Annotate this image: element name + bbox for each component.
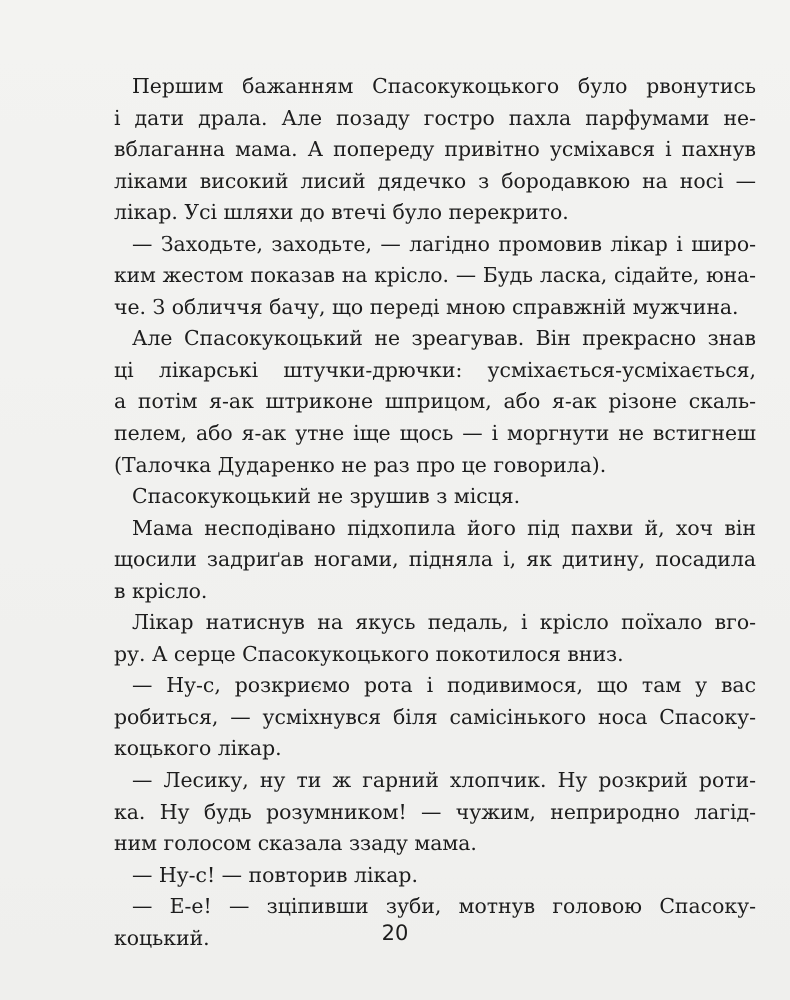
text-line: коцький. xyxy=(114,925,210,950)
text-line: ним голосом сказала ззаду мама. xyxy=(114,831,477,856)
text-line: коцького лікар. xyxy=(114,736,282,761)
text-line: — Заходьте, заходьте, — лагідно промовив лікар і широ- xyxy=(132,231,756,256)
text-line: ким жестом показав на крісло. — Будь ласка, сідайте, юна- xyxy=(114,263,756,288)
body-text xyxy=(114,71,756,954)
text-line: робиться, — усміхнувся біля самісінького носа Спасоку- xyxy=(114,704,756,729)
text-line: ці лікарські штучки-дрючки: усміхається-усміхається, xyxy=(114,357,756,382)
text-line: Лікар натиснув на якусь педаль, і крісло поїхало вго- xyxy=(132,610,756,635)
text-line: і дати драла. Але позаду гостро пахла парфумами не- xyxy=(114,105,756,130)
text-line: (Талочка Дударенко не раз про це говорила). xyxy=(114,452,607,477)
text-line: Першим бажанням Спасокукоцького було рвонутись xyxy=(132,74,756,98)
text-line: вблаганна мама. А попереду привітно усміхався і пахнув xyxy=(114,137,756,162)
text-line: ліками високий лисий дядечко з бородавкою на носі — xyxy=(114,168,756,193)
text-line: — Ну-с! — повторив лікар. xyxy=(132,862,418,887)
text-line: пелем, або я-ак утне іще щось — і моргнути не встигнеш xyxy=(114,421,756,446)
text-line: че. З обличчя бачу, що переді мною справжній мужчина. xyxy=(114,294,739,319)
text-line: в крісло. xyxy=(114,578,208,603)
text-line: Спасокукоцький не зрушив з місця. xyxy=(132,484,521,509)
text-line: — Ну-с, розкриємо рота і подивимося, що там у вас xyxy=(132,673,756,698)
text-line: — Лесику, ну ти ж гарний хлопчик. Ну розкрий роти- xyxy=(132,768,756,793)
text-line: лікар. Усі шляхи до втечі було перекрито. xyxy=(114,200,569,225)
text-line: Але Спасокукоцький не зреагував. Він прекрасно знав xyxy=(132,326,756,351)
text-line: — Е-е! — зціпивши зуби, мотнув головою Спасоку- xyxy=(132,894,756,919)
page-number: 20 xyxy=(381,921,409,945)
text-line: Мама несподівано підхопила його під пахви й, хоч він xyxy=(132,515,756,540)
text-line: а потім я-ак штриконе шприцом, або я-ак різоне скаль- xyxy=(114,389,756,414)
text-line: ка. Ну будь розумником! — чужим, неприродно лагід- xyxy=(114,799,756,824)
text-line: ру. А серце Спасокукоцького покотилося вниз. xyxy=(114,641,624,666)
text-line: щосили задриґав ногами, підняла і, як дитину, посадила xyxy=(114,547,756,572)
